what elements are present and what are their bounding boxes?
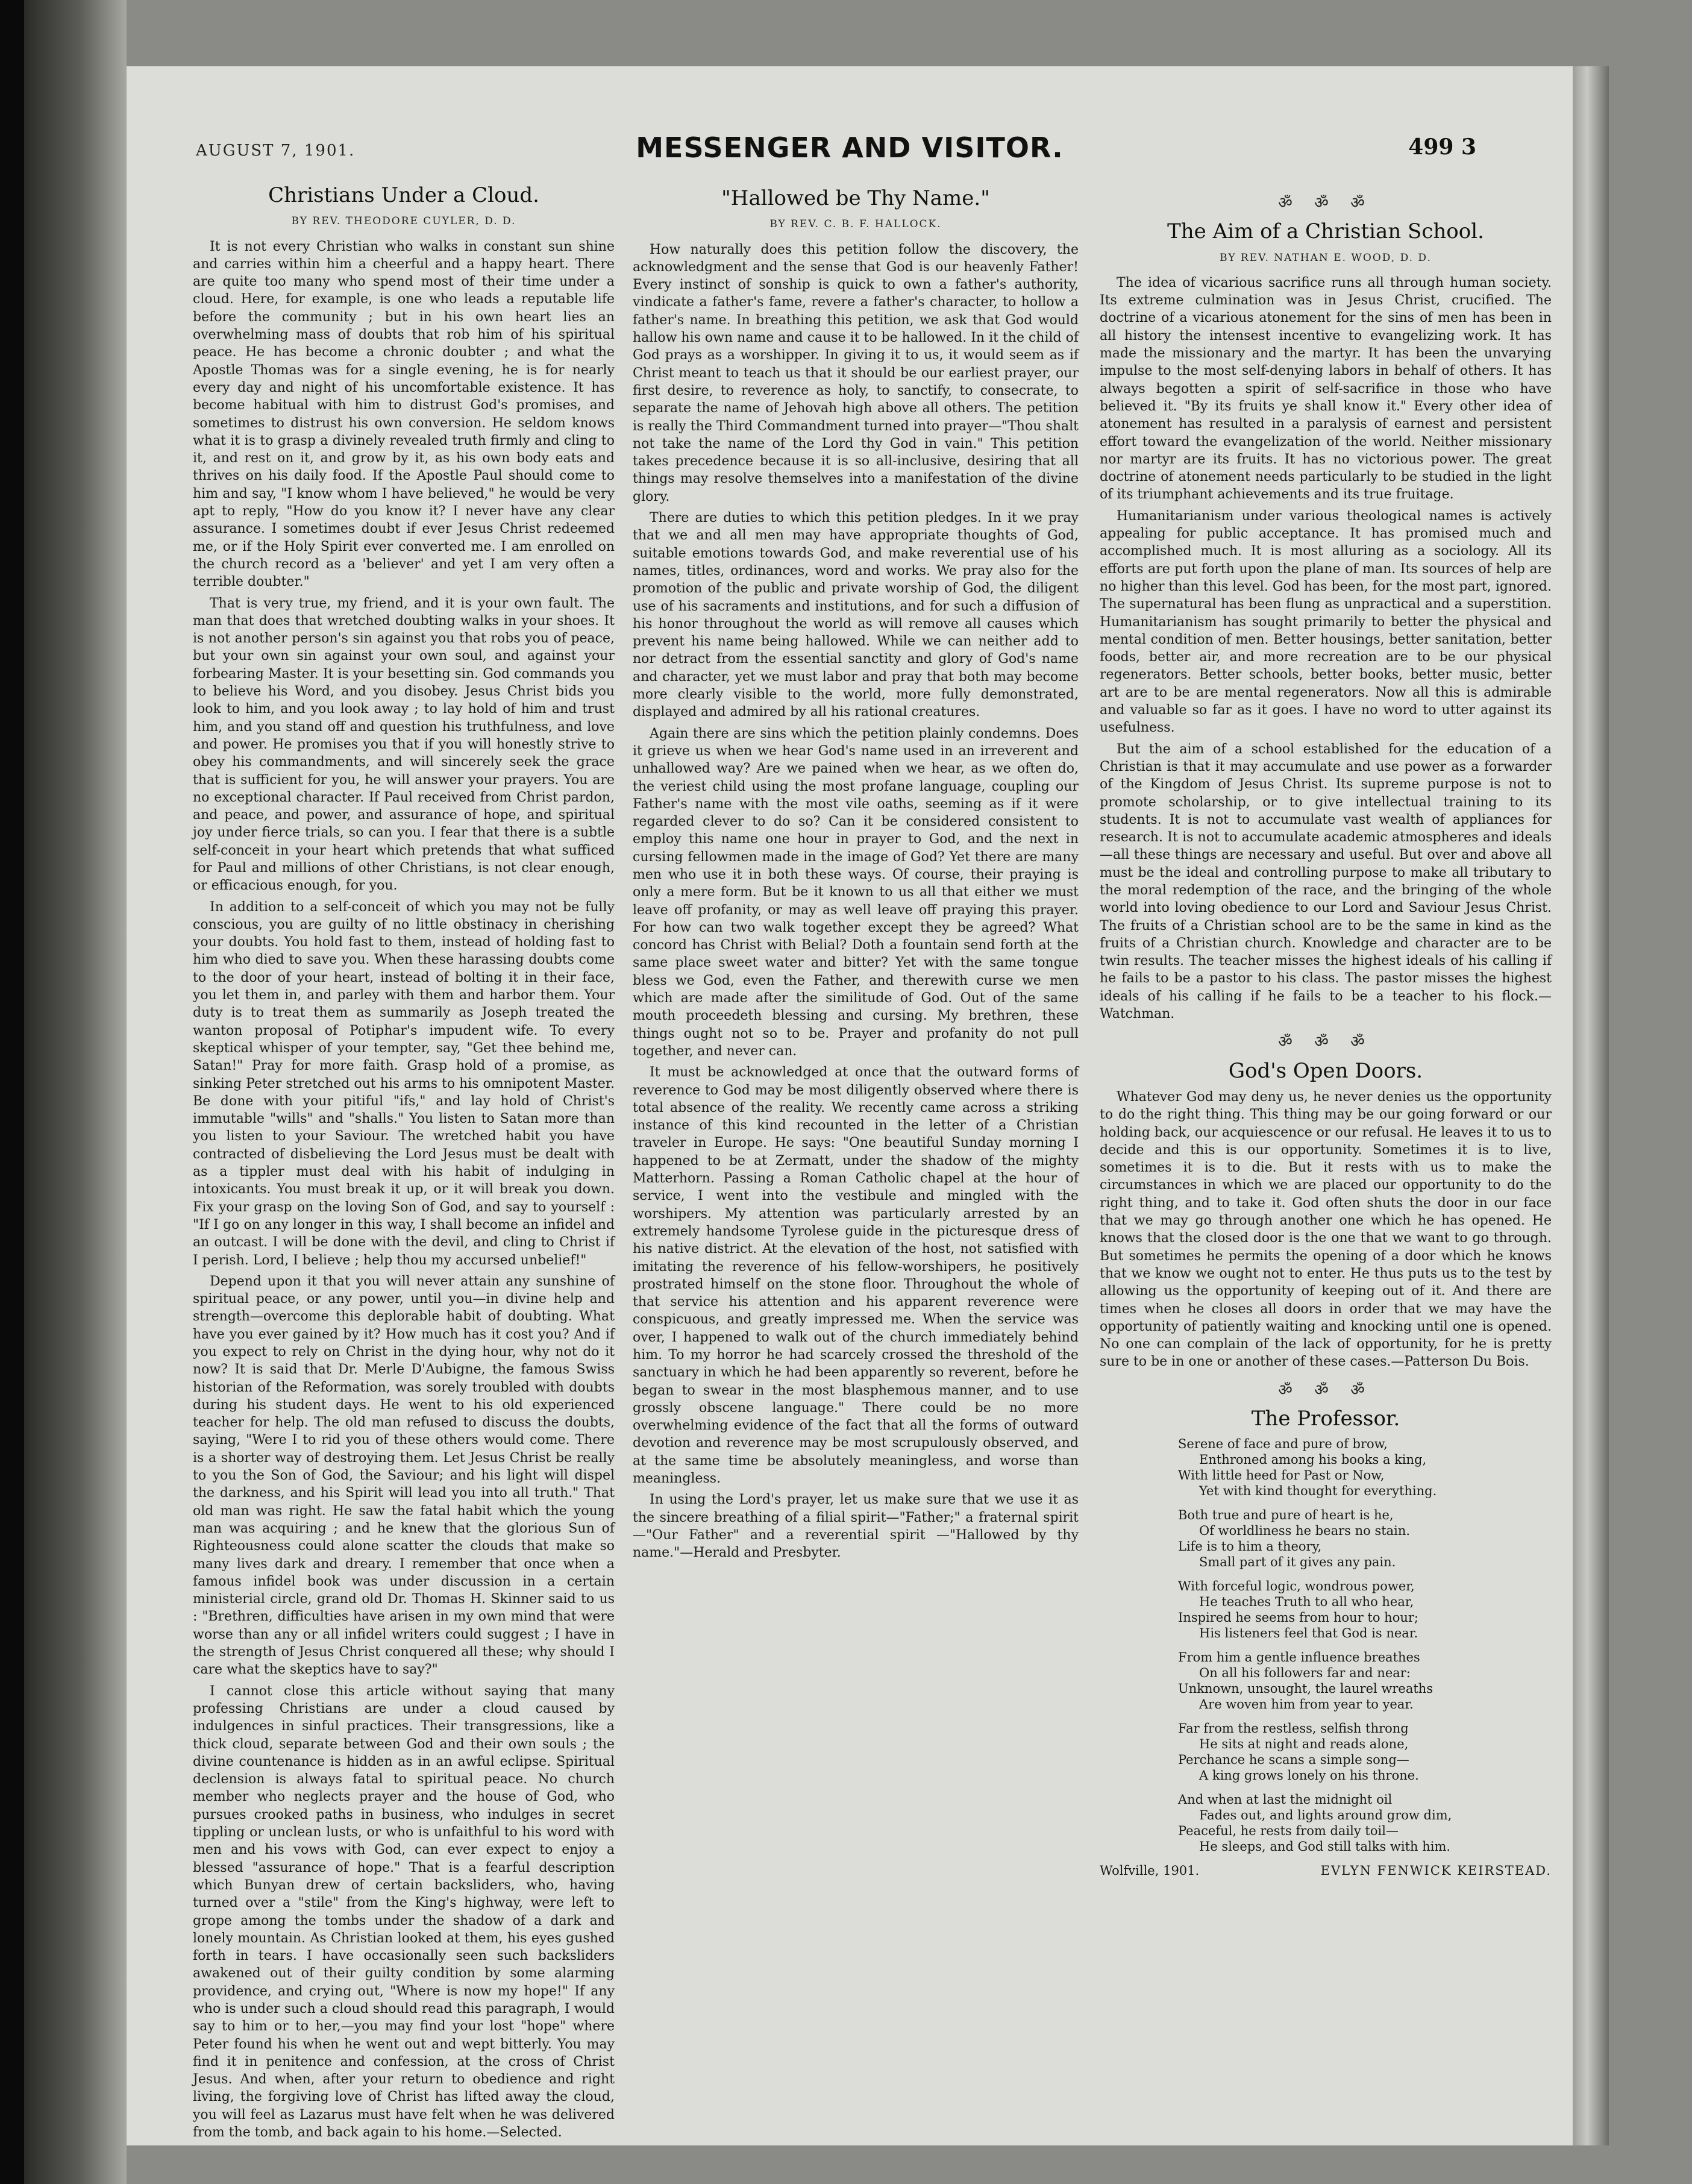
article-title: Christians Under a Cloud. bbox=[268, 183, 539, 207]
poem-line: Perchance he scans a simple song— bbox=[1178, 1753, 1409, 1768]
article-title: The Aim of a Christian School. bbox=[1167, 219, 1484, 244]
poem-place: Wolfville, 1901. bbox=[1100, 1863, 1200, 1878]
poem-line: And when at last the midnight oil bbox=[1178, 1792, 1393, 1807]
poem-line: Are woven him from year to year. bbox=[1199, 1697, 1414, 1712]
poem-line: Enthroned among his books a king, bbox=[1199, 1452, 1427, 1467]
paragraph: Depend upon it that you will never attain any sunshine of spiritual peace, or any power, until you—in divine help and strength—overcome this deplorable habit of doubting. What have you ever gained by it? How much has it cost you? And if you expect to rely on Christ in the dying hour, why not do it now? It is said that Dr. Merle D'Aubigne, the famous Swiss historian of the Reformation, was sorely troubled with doubts during his student days. He went to his old experienced teacher for help. The old man refused to discuss the doubts, saying, "Were I to rid you of these others would come. There is a shorter way of destroying them. Let Jesus Christ be really to you the Son of God, the Saviour; and his light will dispel the darkness, and his Spirit will lead you into all truth." That old man was right. He saw the fatal habit which the young man was acquiring ; and he knew that the glorious Sun of Righteousness could alone scatter the clouds that make so many lives dark and dreary. I remember that once when a famous infidel book was under discussion in a certain ministerial circle, grand old Dr. Thomas H. Skinner said to us : "Brethren, difficulties have arisen in my own mind that were worse than any or all infidel writers could suggest ; I have in the strength of Jesus Christ conquered all these; why should I care what the skeptics have to say?" bbox=[193, 1273, 615, 1678]
poem-line: Of worldliness he bears no stain. bbox=[1199, 1523, 1411, 1539]
poem-line: Yet with kind thought for everything. bbox=[1199, 1484, 1437, 1499]
paragraph: There are duties to which this petition pledges. In it we pray that we and all men may have appropriate thoughts of God, suitable emotions towards God, and make reverential use of his names, titles, ordinances, word and works. We pray also for the promotion of the public and private worship of God, the diligent use of his sacraments and institutions, and for such a diffusion of his honor throughout the world as will remove all causes which prevent his name being hallowed. While we can neither add to nor detract from the essential sanctity and glory of God's name and character, yet we must labor and pray that both may become more clearly visible to the world, more fully demonstrated, displayed and admired by all his rational creatures. bbox=[633, 510, 1079, 720]
article-byline: BY REV. THEODORE CUYLER, D. D. bbox=[291, 215, 516, 228]
article-byline: BY REV. NATHAN E. WOOD, D. D. bbox=[1220, 251, 1432, 264]
poem-line: Small part of it gives any pain. bbox=[1199, 1555, 1396, 1570]
column-2 bbox=[633, 184, 1079, 2100]
poem-line: With little heed for Past or Now, bbox=[1178, 1468, 1385, 1483]
paragraph: It must be acknowledged at once that the outward forms of reverence to God may be most diligently observed where there is total absence of the reality. We recently came across a striking instance of this kind recounted in the letter of a Christian traveler in Europe. He says: "One beautiful Sunday morning I happened to be at Zermatt, under the shadow of the mighty Matterhorn. Passing a Roman Catholic chapel at the hour of service, I went into the vestibule and mingled with the worshipers. My attention was particularly arrested by an extremely handsome Tyrolese guide in the picturesque dress of his native district. At the elevation of the host, not satisfied with imitating the reverence of his fellow-worshipers, he positively prostrated himself on the stone floor. Throughout the whole of that service his attention and his apparent reverence were conspicuous, and greatly impressed me. When the service was over, I happened to walk out of the church immediately behind him. To my horror he had scarcely crossed the threshold of the sanctuary in which he had been apparently so reverent, before he began to swear in the most blasphemous manner, and to use grossly obscene language." There could be no more overwhelming evidence of the fact that all the forms of outward devotion and reverence may be most scrupulously observed, and at the same time be absolutely meaningless, and worse than meaningless. bbox=[633, 1065, 1079, 1487]
poem-stanza bbox=[1100, 1507, 1552, 1570]
paragraph: Again there are sins which the petition plainly condemns. Does it grieve us when we hear God's name used in an irreverent and unhallowed way? Are we pained when we hear, as we often do, the veriest child using the most profane language, coupling our Father's name with the most vile oaths, seeming as if it were regarded clever to do so? Can it be considered consistent to employ this name one hour in prayer to God, and the next in cursing fellowmen made in the image of God? Yet there are many men who use it in both these ways. Of course, their praying is only a mere form. But be it known to us all that either we must leave off profanity, or may as well leave off praying this prayer. For how can two walk together except they be agreed? What concord has Christ with Belial? Doth a fountain send forth at the same place sweet water and bitter? Yet with the same tongue bless we God, even the Father, and therewith curse we men which are made after the similitude of God. Out of the same mouth proceedeth blessing and cursing. My brethren, these things ought not so to be. Prayer and profanity do not pull together, and never can. bbox=[633, 726, 1079, 1059]
article-byline: BY REV. C. B. F. HALLOCK. bbox=[769, 218, 942, 231]
book-spine-edge bbox=[1573, 66, 1609, 2145]
previous-page-edge bbox=[24, 0, 127, 2184]
poem-line: A king grows lonely on his throne. bbox=[1199, 1768, 1419, 1783]
article-title: God's Open Doors. bbox=[1228, 1058, 1423, 1083]
paragraph: But the aim of a school established for the education of a Christian is that it may accumulate and use power as a forwarder of the Kingdom of Jesus Christ. Its supreme purpose is not to promote scholarship, or to give intellectual training to its students. It is not to accumulate vast wealth of appliances for research. It is not to accumulate academic atmospheres and ideals—all these things are necessary and useful. But over and above all must be the ideal and controlling purpose to make all tributary to the moral redemption of the race, and the bringing of the whole world into loving obedience to our Lord and Saviour Jesus Christ. The fruits of a Christian school are to be the same in kind as the fruits of a Christian church. Knowledge and character are to be twin results. The teacher misses the highest ideals of his calling if he fails to be a pastor to his class. The pastor misses the highest ideals of his calling if he fails to be a teacher to his flock.—Watchman. bbox=[1100, 741, 1552, 1022]
poem-line: With forceful logic, wondrous power, bbox=[1178, 1579, 1415, 1594]
section-divider: ॐ ॐ ॐ bbox=[1278, 194, 1373, 212]
poem-line: On all his followers far and near: bbox=[1199, 1666, 1411, 1681]
header-date: AUGUST 7, 1901. bbox=[196, 142, 356, 160]
poem-line: Life is to him a theory, bbox=[1178, 1539, 1322, 1554]
poem-line: He sits at night and reads alone, bbox=[1199, 1737, 1409, 1752]
paragraph: In addition to a self-conceit of which you may not be fully conscious, you are guilty of no little obstinacy in cherishing your doubts. You hold fast to them, instead of holding fast to him who died to save you. When these harassing doubts come to the door of your heart, instead of bolting it in their face, you let them in, and parley with them and harbor them. Your duty is to treat them as summarily as Joseph treated the wanton proposal of Potiphar's impudent wife. To every skeptical whisper of your tempter, say, "Get thee behind me, Satan!" Pray for more faith. Grasp hold of a promise, as sinking Peter stretched out his arms to his omnipotent Master. Be done with your pitiful "ifs," and lay hold of Christ's immutable "wills" and "shalls." You listen to Satan more than you listen to your Saviour. The wretched habit you have contracted of disbelieving the Lord Jesus must be dealt with as a tippler must deal with his habit of indulging in intoxicants. You must break it up, or it will break you down. Fix your grasp on the loving Son of God, and say to yourself : "If I go on any longer in this way, I shall become an infidel and an outcast. I will be done with the devil, and cling to Christ if I perish. Lord, I believe ; help thou my accursed unbelief!" bbox=[193, 899, 615, 1268]
column-3 bbox=[1100, 184, 1552, 2100]
poem-signature bbox=[1100, 1863, 1552, 1878]
paragraph: How naturally does this petition follow the discovery, the acknowledgment and the sense that God is our heavenly Father! Every instinct of sonship is quick to own a father's authority, vindicate a father's fame, revere a father's character, to hollow a father's name. In breathing this petition, we ask that God would hallow his own name and cause it to be hallowed. In it the child of God prays as a worshipper. In giving it to us, it would seem as if Christ meant to teach us that it should be our earliest prayer, our first desire, to reverence as holy, to sanctify, to consecrate, to separate the name of Jehovah high above all others. The petition is really the Third Commandment turned into prayer—"Thou shalt not take the name of the Lord thy God in vain." This petition takes precedence because it is so all-inclusive, desiring that all things may resolve themselves into a manifestation of the divine glory. bbox=[633, 242, 1079, 504]
poem-line: Unknown, unsought, the laurel wreaths bbox=[1178, 1681, 1434, 1696]
poem-stanza bbox=[1100, 1792, 1552, 1854]
poem-stanza bbox=[1100, 1649, 1552, 1712]
column-1 bbox=[193, 181, 615, 2141]
paragraph: Whatever God may deny us, he never denies us the opportunity to do the right thing. This thing may be our going forward or our holding back, our acquiescence or our refusal. He leaves it to us to decide and this is our opportunity. Sometimes it is to live, sometimes it is to die. But it rests with us to make the circumstances in which we are placed our opportunity to do the right thing, and to take it. God often shuts the door in our face that we may go through another one which he has opened. He knows that the closed door is the one that we want to go through. But sometimes he permits the opening of a door which he knows that we know we ought not to enter. He thus puts us to the test by allowing us the opportunity of keeping out of it. And there are times when he closes all doors in order that we may have the opportunity of patiently waiting and knocking until one is opened. No one can complain of the lack of opportunity, for he is pretty sure to be in one or another of these cases.—Patterson Du Bois. bbox=[1100, 1089, 1552, 1370]
poem-line: Both true and pure of heart is he, bbox=[1178, 1508, 1394, 1523]
poem-stanza bbox=[1100, 1436, 1552, 1499]
poem-line: Far from the restless, selfish throng bbox=[1178, 1721, 1409, 1736]
scan-border bbox=[0, 0, 24, 2184]
poem-title: The Professor. bbox=[1251, 1407, 1400, 1431]
page-number: 499 3 bbox=[1408, 134, 1476, 160]
poem-line: His listeners feel that God is near. bbox=[1199, 1626, 1418, 1641]
poem-line: Inspired he seems from hour to hour; bbox=[1178, 1610, 1418, 1625]
section-divider: ॐ ॐ ॐ bbox=[1278, 1033, 1373, 1052]
poem-line: He teaches Truth to all who hear, bbox=[1199, 1595, 1414, 1610]
paragraph: That is very true, my friend, and it is your own fault. The man that does that wretched doubting walks in your shoes. It is not another person's sin against you that robs you of peace, but your own sin against your own soul, and against your forbearing Master. It is your besetting sin. God commands you to believe his Word, and you disobey. Jesus Christ bids you look to him, and you look away ; to lay hold of him and trust him, and you stand off and question his truthfulness, and love and power. He promises you that if you will honestly strive to obey his commandments, and will sincerely seek the grace that is sufficient for you, he will answer your prayers. You are no exceptional character. If Paul received from Christ pardon, and peace, and power, and assurance of hope, and spiritual joy under fierce trials, so can you. I fear that there is a subtle self-conceit in your heart which pretends that what sufficed for Paul and millions of other Christians, is not clear enough, or efficacious enough, for you. bbox=[193, 595, 615, 894]
poem-line: Fades out, and lights around grow dim, bbox=[1199, 1808, 1452, 1823]
paragraph: I cannot close this article without saying that many professing Christians are under a cloud caused by indulgences in sinful practices. Their transgressions, like a thick cloud, separate between God and their own souls ; the divine countenance is hidden as in an awful eclipse. Spiritual declension is always fatal to spiritual peace. No church member who neglects prayer and the house of God, who pursues crooked paths in business, who indulges in secret tippling or unclean lusts, or who is unfaithful to his word with men and his vows with God, can ever expect to enjoy a blessed "assurance of hope." That is a fearful description which Bunyan drew of certain backsliders, who, having turned over a "stile" from the King's highway, were left to grope among the tombs under the shadow of a dark and lonely mountain. As Christian looked at them, his eyes gushed forth in tears. I have occasionally seen such backsliders awakened out of their guilty condition by some alarming providence, and crying out, "Where is now my hope!" If any who is under such a cloud should read this paragraph, I would say to him or to her,—you may find your lost "hope" where Peter found his when he went out and wept bitterly. You may find it in penitence and confession, at the cross of Christ Jesus. And when, after your return to obedience and right living, the forgiving love of Christ has lifted away the cloud, you will feel as Lazarus must have felt when he was delivered from the tomb, and back again to his home.—Selected. bbox=[193, 1683, 615, 2141]
paragraph: In using the Lord's prayer, let us make sure that we use it as the sincere breathing of a filial spirit—"Father;" a fraternal spirit—"Our Father" and a reverential spirit —"Hallowed by thy name."—Herald and Presbyter. bbox=[633, 1492, 1079, 1561]
newspaper-page bbox=[127, 66, 1573, 2145]
poem bbox=[1100, 1436, 1552, 1878]
poem-line: Peaceful, he rests from daily toil— bbox=[1178, 1824, 1399, 1839]
paragraph: The idea of vicarious sacrifice runs all through human society. Its extreme culmination was in Jesus Christ, crucified. The doctrine of a vicarious atonement for the sins of men has been in all history the intensest incentive to evangelizing work. It has made the missionary and the martyr. It has been the unvarying impulse to the most self-denying labors in behalf of others. It has always begotten a spirit of self-sacrifice in those who have believed it. "By its fruits ye shall know it." Every other idea of atonement has resulted in a paralysis of earnest and persistent effort toward the evangelization of the world. Neither missionary nor martyr are its fruits. It has no victorious power. The great doctrine of atonement needs particularly to be studied in the light of its triumphant achievements and its true fruitage. bbox=[1100, 275, 1552, 503]
poem-line: From him a gentle influence breathes bbox=[1178, 1650, 1420, 1665]
article-title: "Hallowed be Thy Name." bbox=[721, 186, 990, 210]
poem-stanza bbox=[1100, 1578, 1552, 1641]
poem-author: EVLYN FENWICK KEIRSTEAD. bbox=[1320, 1863, 1552, 1878]
paragraph: Humanitarianism under various theological names is actively appealing for public acceptance. It has promised much and accomplished much. It is most alluring as a sociology. All its efforts are put forth upon the plane of man. Its sources of help are no higher than this level. God has been, for the most part, ignored. The supernatural has been flung as unpractical and a superstition. Humanitarianism has sought primarily to better the physical and mental condition of men. Better housings, better sanitation, better foods, better air, and more recreation are to be our physical regenerators. Better schools, better books, better music, better art are to be are mental regenerators. Now all this is admirable and valuable so far as it goes. I have no word to utter against its usefulness. bbox=[1100, 508, 1552, 736]
section-divider: ॐ ॐ ॐ bbox=[1278, 1381, 1373, 1399]
poem-stanza bbox=[1100, 1721, 1552, 1783]
paragraph: It is not every Christian who walks in constant sun shine and carries within him a cheerful and a happy heart. There are quite too many who spend most of their time under a cloud. Here, for example, is one who leads a reputable life before the community ; but in his own heart lies an overwhelming mass of doubts that rob him of his spiritual peace. He has become a chronic doubter ; and what the Apostle Thomas was for a single evening, he is for nearly every day and night of his uncomfortable existence. It has become habitual with him to distrust God's promises, and sometimes to distrust his own conversion. He seldom knows what it is to grasp a divinely revealed truth firmly and cling to it, and rest on it, and grow by it, as his own body eats and thrives on his daily food. If the Apostle Paul should come to him and say, "I know whom I have believed," he would be very apt to reply, "How do you know it? I never have any clear assurance. I sometimes doubt if ever Jesus Christ redeemed me, or if the Holy Spirit ever converted me. I am enrolled on the church record as a 'believer' and yet I am very often a terrible doubter." bbox=[193, 239, 615, 590]
masthead-title: MESSENGER AND VISITOR. bbox=[636, 131, 1064, 164]
poem-line: He sleeps, and God still talks with him. bbox=[1199, 1839, 1451, 1854]
poem-line: Serene of face and pure of brow, bbox=[1178, 1437, 1388, 1452]
